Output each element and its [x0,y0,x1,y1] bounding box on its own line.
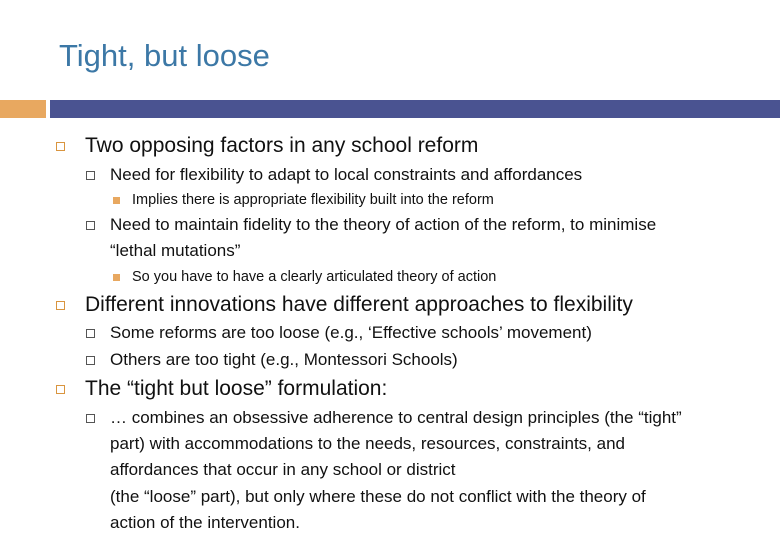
bullet-text: … combines an obsessive adherence to central design principles (the “tight” [110,408,682,427]
bullet-text: Two opposing factors in any school reform [85,134,479,157]
accent-bar-orange [0,100,46,118]
bullet-l3-icon [113,197,120,204]
bullet-l2-icon [86,414,95,423]
accent-bar-blue [50,100,780,118]
bullet-text: action of the intervention. [110,513,300,532]
bullet-text: Different innovations have different approaches to flexibility [85,293,633,316]
bullet-text: Need for flexibility to adapt to local constraints and affordances [110,165,583,184]
bullet-text: Some reforms are too loose (e.g., ‘Effective schools’ movement) [110,323,592,342]
bullet-text: Others are too tight (e.g., Montessori Schools) [110,350,458,369]
bullet-l1-icon [56,142,65,151]
bullet-l2-icon [86,329,95,338]
bullet-text: “lethal mutations” [110,241,241,260]
bullet-text: Implies there is appropriate flexibility built into the reform [132,192,494,208]
bullet-text: part) with accommodations to the needs, resources, constraints, and [110,434,625,453]
bullet-text: So you have to have a clearly articulated theory of action [132,269,497,285]
bullet-l2-icon [86,221,95,230]
bullet-text: affordances that occur in any school or district [110,460,456,479]
bullet-text: Need to maintain fidelity to the theory of action of the reform, to minimise [110,215,657,234]
slide-title: Tight, but loose [59,38,270,73]
bullet-l1-icon [56,301,65,310]
bullet-l2-icon [86,171,95,180]
bullet-text: The “tight but loose” formulation: [85,377,388,400]
bullet-text: (the “loose” part), but only where these do not conflict with the theory of [110,487,646,506]
bullet-l1-icon [56,385,65,394]
bullet-l2-icon [86,356,95,365]
bullet-l3-icon [113,274,120,281]
